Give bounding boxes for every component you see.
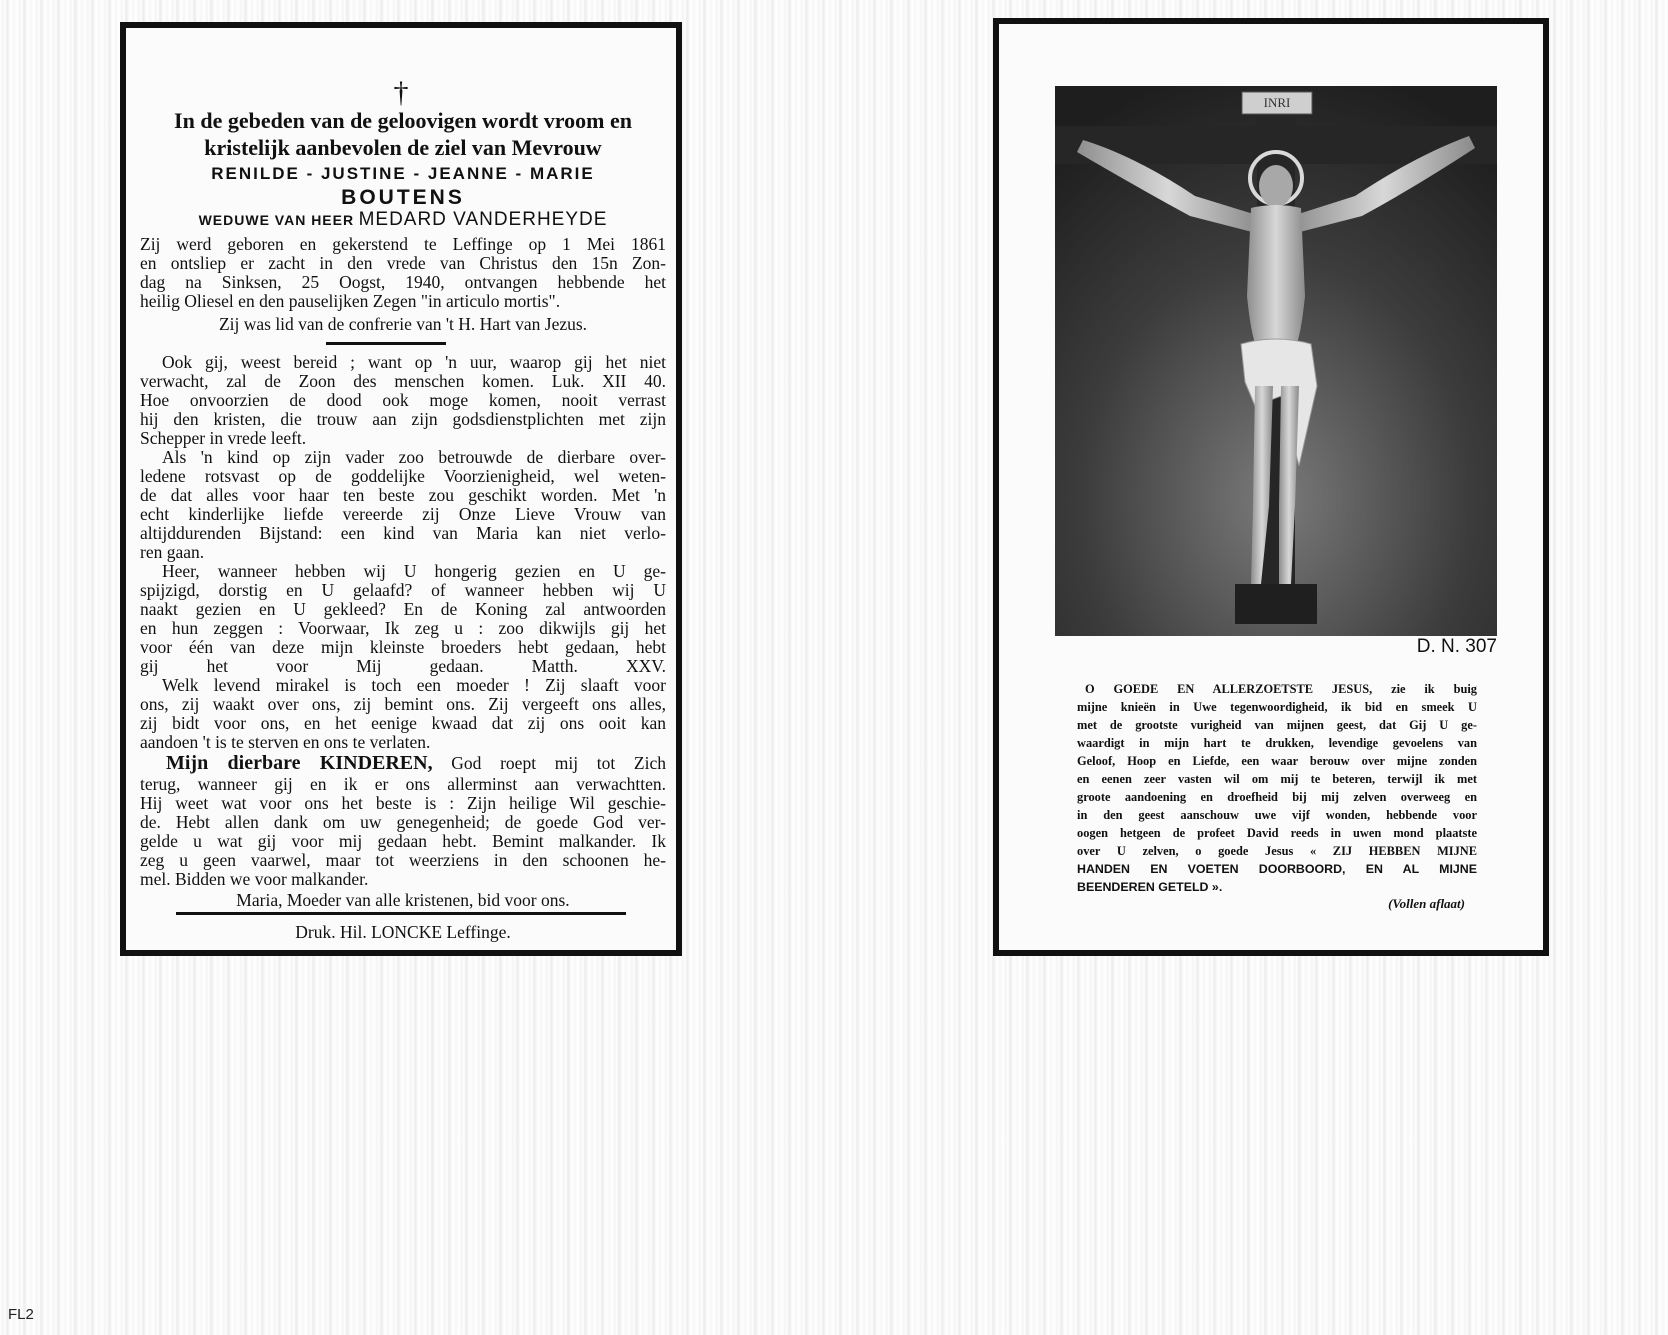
children-first-text: God roept mij tot Zich (451, 753, 666, 773)
body-line: echt kinderlijke liefde vereerde zij Onze Lieve Vrouw van (140, 504, 666, 524)
children-line: gelde u wat gij voor mij gedaan hebt. Bemint malkander. Ik (140, 831, 666, 851)
prayer-line: HANDEN EN VOETEN DOORBOORD, EN AL MIJNE (1077, 862, 1477, 876)
husband-name: MEDARD VANDERHEYDE (358, 209, 608, 230)
heading-line-2: kristelijk aanbevolen de ziel van Mevrouw (204, 135, 602, 160)
prayer-line: over U zelven, o goede Jesus « ZIJ HEBBEN MIJNE (1077, 844, 1477, 858)
body-line: spijzigd, dorstig en U gelaafd? of wanneer hebben wij U (140, 580, 666, 600)
given-names: RENILDE - JUSTINE - JEANNE - MARIE (211, 164, 595, 183)
prayer-line: oogen hetgeen de profeet David reeds in uwen mond plaatste (1077, 826, 1477, 840)
heading-line-1: In de gebeden van de geloovigen wordt vroom en (174, 108, 632, 133)
bio-line: en ontsliep er zacht in den vrede van Christus den 15n Zon- (140, 253, 666, 273)
children-line: Hij weet wat voor ons het beste is : Zijn heilige Wil geschie- (140, 793, 666, 813)
prayer-line: in den geest aanschouw uwe vijf wonden, hebbende voor (1077, 808, 1477, 822)
memorial-card-image-side (993, 18, 1549, 956)
widow-line (140, 209, 666, 231)
prayer-line: Geloof, Hoop en Liefde, een waar berouw over mijne zonden (1077, 754, 1477, 768)
body-line: hij den kristen, die trouw aan zijn godsdienstplichten met zijn (140, 409, 666, 429)
closing-prayer: Maria, Moeder van alle kristenen, bid voor ons. (236, 890, 570, 910)
prayer-line: mijne knieën in Uwe tegenwoordigheid, ik bid en smeek U (1077, 700, 1477, 714)
body-line: voor één van deze mijn kleinste broeders hebt gedaan, hebt (140, 637, 666, 657)
prayer-line: waardigt in mijn hart te drukken, levendige gevoelens van (1077, 736, 1477, 750)
prayer-line: O GOEDE EN ALLERZOETSTE JESUS, zie ik buig (1085, 682, 1477, 696)
prayer-line: BEENDEREN GETELD ». (1077, 880, 1223, 894)
body-line: aandoen 't is te sterven en ons te verlaten. (140, 732, 431, 752)
body-line: naakt gezien en U gekleed? En de Koning zal antwoorden (140, 599, 666, 619)
body-line: Schepper in vrede leeft. (140, 428, 307, 448)
children-line: zeg u geen vaarwel, maar tot weerziens in den schoonen he- (140, 850, 666, 870)
children-first-line (166, 752, 666, 775)
confraternity-line: Zij was lid van de confrerie van 't H. Hart van Jezus. (218, 314, 588, 334)
body-line: ren gaan. (140, 542, 205, 562)
bio-line: heilig Oliesel en den pauselijken Zegen "in articulo mortis". (140, 291, 561, 311)
body-line: de dat alles voor haar ten beste zou geschikt worden. Met 'n (140, 485, 666, 505)
crucifix-illustration (1055, 86, 1497, 636)
page-label: FL2 (8, 1306, 34, 1323)
body-line: Ook gij, weest bereid ; want op 'n uur, waarop gij het niet (162, 352, 666, 372)
inri-plaque: INRI (1263, 95, 1291, 110)
body-line: en hun zeggen : Voorwaar, Ik zeg u : zoo dikwijls gij het (140, 618, 666, 638)
crucifix-photo (1055, 86, 1497, 636)
body-line: Welk levend mirakel is toch een moeder ! Zij slaaft voor (162, 675, 666, 695)
body-line: Als 'n kind op zijn vader zoo betrouwde de dierbare over- (162, 447, 666, 467)
printer-line: Druk. Hil. LONCKE Leffinge. (295, 922, 511, 942)
children-line: mel. Bidden we voor malkander. (140, 869, 369, 889)
children-line: terug, wanneer gij en ik er ons allerminst aan verwachtten. (140, 774, 666, 794)
cross-symbol: † (393, 76, 409, 109)
body-line: Hoe onvoorzien de dood ook moge komen, nooit verrast (140, 390, 666, 410)
prayer-line: en eenen zeer vasten wil om mij te beteren, terwijl ik met (1077, 772, 1477, 786)
bio-line: dag na Sinksen, 25 Oogst, 1940, ontvangen hebbende het (140, 272, 666, 292)
body-line: verwacht, zal de Zoon des menschen komen. Luk. XII 40. (140, 371, 666, 391)
prayer-line: groote aandoening en droefheid bij mij zelven overweeg en (1077, 790, 1477, 804)
body-line: ons, zij waakt over ons, zij bemint ons. Zij vergeeft ons alles, (140, 694, 666, 714)
body-line: altijddurenden Bijstand: een kind van Maria kan niet verlo- (140, 523, 666, 543)
card-code: D. N. 307 (1416, 636, 1497, 657)
body-line: Heer, wanneer hebben wij U hongerig gezien en U ge- (162, 561, 666, 581)
bio-line: Zij werd geboren en gekerstend te Leffinge op 1 Mei 1861 (140, 234, 666, 254)
children-address: Mijn dierbare KINDEREN, (166, 752, 433, 774)
widow-prefix: WEDUWE VAN HEER (198, 212, 355, 228)
body-line: gij het voor Mij gedaan. Matth. XXV. (140, 656, 666, 676)
indulgence-note: (Vollen aflaat) (1388, 896, 1465, 911)
divider-long (176, 912, 626, 915)
prayer-line: met de grootste vurigheid van mijnen geest, dat Gij U ge- (1077, 718, 1477, 732)
body-line: ledene rotsvast op de goddelijke Voorzienigheid, wel weten- (140, 466, 666, 486)
divider-short (326, 342, 446, 345)
memorial-card-text-side (120, 22, 682, 956)
children-line: de. Hebt allen dank om uw genegenheid; de goede God ver- (140, 812, 666, 832)
surname: BOUTENS (341, 186, 465, 209)
body-line: zij bidt voor ons, en het eenige kwaad dat zij ons ooit kan (140, 713, 666, 733)
